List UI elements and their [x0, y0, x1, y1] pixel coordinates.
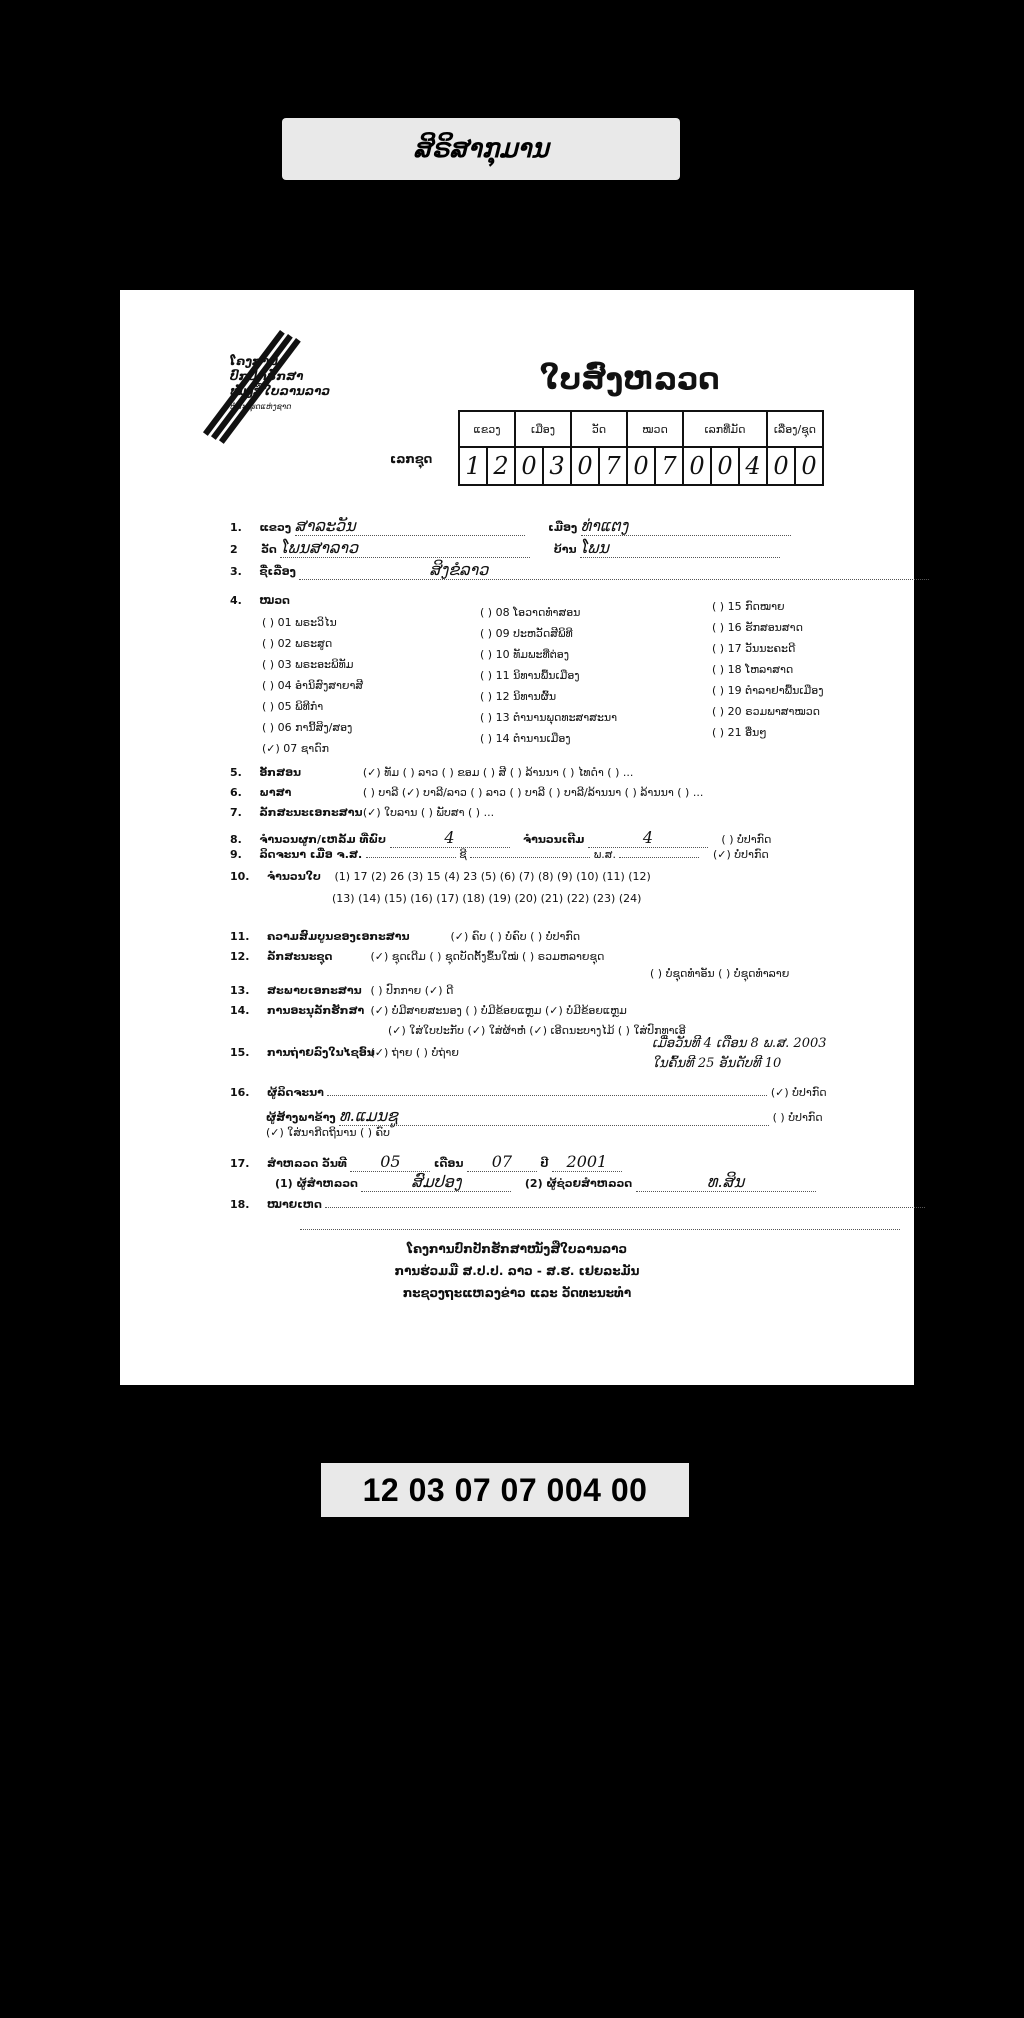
field-number: 1.	[230, 521, 242, 534]
field-label: ປີ	[540, 1157, 549, 1170]
category-option[interactable]: ( ) 04 ອຳນິສົງສາຍາສີ	[262, 679, 364, 692]
category-option[interactable]: ( ) 13 ຕຳນານພຸດທະສາສະນາ	[480, 711, 618, 724]
row-sponsor-opts	[266, 1126, 390, 1139]
code-digit: 0	[515, 447, 543, 485]
form-footer	[120, 1238, 914, 1304]
field-value: ໂພນ	[580, 538, 780, 558]
field-label: (2) ຜູ້ຊ່ວຍສຳຫລວດ	[524, 1177, 633, 1190]
field-number: 17.	[230, 1157, 250, 1170]
field-value: 4	[390, 828, 510, 848]
code-header: ເລກທີ່ມັດ	[683, 411, 767, 447]
row-remarks	[230, 1198, 925, 1211]
field-label: ຜູ້ລິດຈະນາ	[267, 1086, 324, 1099]
row-options[interactable]: (✓) ບໍ່ປາກົດ	[712, 848, 769, 861]
row-options[interactable]: (✓) ໃບລານ ( ) ພັບສາ ( ) ...	[362, 806, 495, 819]
row-microfilm	[230, 1046, 459, 1059]
field-value: ທ.ແມນຊູ	[339, 1106, 769, 1126]
category-option[interactable]: ( ) 19 ຕຳລາຢາພື້ນເມືອງ	[712, 684, 824, 697]
row-set-type	[230, 950, 604, 963]
field-province	[230, 516, 791, 536]
category-col-2	[480, 602, 617, 749]
code-digit: 1	[459, 447, 487, 485]
field-label: ອັກສອນ	[259, 766, 302, 779]
code-digit: 2	[487, 447, 515, 485]
row-options[interactable]: (✓) ຄົບ ( ) ບໍ່ຄົບ ( ) ບໍ່ປາກົດ	[450, 930, 581, 943]
field-number: 11.	[230, 930, 250, 943]
field-number: 9.	[230, 848, 242, 861]
field-number: 3.	[230, 565, 242, 578]
field-title	[230, 560, 929, 580]
category-option[interactable]: ( ) 17 ວັນນະຄະດີ	[712, 642, 796, 655]
row-options[interactable]: (✓) ຖ່າຍ ( ) ບໍ່ຖ່າຍ	[370, 1046, 459, 1059]
field-label: ຊີ	[459, 848, 467, 861]
code-header: ແຂວງ	[459, 411, 515, 447]
code-digit: 0	[571, 447, 599, 485]
field-label: ແຂວງ	[259, 521, 292, 534]
row-options[interactable]: (✓) ບໍ່ມີສາຍສະນອງ ( ) ບໍ່ມີຂ້ອຍແຫຼມ (✓) ບໍ່ມີຂ້ອຍແຫຼມ	[370, 1004, 627, 1017]
category-option[interactable]: ( ) 09 ປະຫວັດສີພິທີ	[480, 627, 573, 640]
row-composed	[230, 848, 769, 861]
logo-line: ໂຄງການ	[230, 354, 278, 368]
row-surveyors	[275, 1172, 816, 1192]
code-header: ໝວດ	[627, 411, 683, 447]
field-label: ສຳຫລວດ ວັນທີ	[267, 1157, 347, 1170]
field-label: ການຖ່າຍລົງໃນໄຊອົນ	[267, 1046, 375, 1059]
field-number: 7.	[230, 806, 242, 819]
row-condition	[230, 984, 453, 997]
category-col-3	[712, 596, 824, 743]
field-label: ພາສາ	[259, 786, 292, 799]
logo-line: ປົກປັກຮັກສາ	[230, 369, 304, 383]
logo-line: ໜັງສືໃບລານລາວ	[230, 384, 331, 398]
field-label: ລິດຈະນາ ເມື່ອ ຈ.ສ.	[259, 848, 363, 861]
field-label: ເມືອງ	[548, 521, 578, 534]
row-sponsor	[266, 1106, 823, 1126]
field-value: ທ.ສິນ	[636, 1172, 816, 1192]
field-value: ສົມປອງ	[361, 1172, 511, 1192]
field-number: 2	[230, 543, 238, 556]
row-leaves-2	[332, 892, 641, 905]
field-number: 16.	[230, 1086, 250, 1099]
microfilm-date: ເມື່ອວັນທີ 4 ເດືອນ 8 ພ.ສ. 2003	[652, 1036, 827, 1051]
microfilm-reel: ໃນຄົ້ນທີ 25 ອັນດັບທີ 10	[652, 1056, 782, 1071]
row-completeness	[230, 930, 580, 943]
category-option[interactable]: ( ) 15 ກົດໝາຍ	[712, 600, 785, 613]
row-options[interactable]: (✓) ທັມ ( ) ລາວ ( ) ຂອມ ( ) ສີ ( ) ລ້ານນາ ( ) ໄທດຳ ( ) ...	[362, 766, 634, 779]
row-scribe	[230, 1086, 827, 1099]
category-option[interactable]: ( ) 20 ຣວມພາສາໝວດ	[712, 705, 821, 718]
row-conservation	[230, 1004, 627, 1017]
field-label: ລັກສະນະຊຸດ	[267, 950, 333, 963]
code-digit: 0	[711, 447, 739, 485]
code-header: ວັດ	[571, 411, 627, 447]
category-option[interactable]: ( ) 18 ໂຫລາສາດ	[712, 663, 794, 676]
row-options[interactable]: (✓) ບໍ່ປາກົດ	[770, 1086, 827, 1099]
field-label: ຄວາມສົມບູນຂອງເອກະສານ	[267, 930, 410, 943]
row-material	[230, 806, 494, 819]
field-value: 05	[350, 1152, 430, 1172]
category-option[interactable]: ( ) 02 ພຣະສູດ	[262, 637, 333, 650]
row-language	[230, 786, 703, 799]
code-label: ເລກຊຸດ	[390, 452, 433, 466]
field-label: ພ.ສ.	[593, 848, 616, 861]
field-label: ໝວດ	[259, 594, 290, 607]
field-number: 18.	[230, 1198, 250, 1211]
category-option[interactable]: ( ) 06 ການີ້ສິງ/ສອງ	[262, 721, 353, 734]
field-value: ທ່າແຕງ	[581, 516, 791, 536]
code-digit: 0	[767, 447, 795, 485]
row-options[interactable]: (✓) ໃສ່ໃບປະກັບ (✓) ໃສ່ຜ້າຫໍ່ (✓) ເອີດນະບາງໄມ້ ( ) ໃສ່ປົກທາເອີ	[388, 1024, 686, 1037]
code-digit: 0	[627, 447, 655, 485]
code-digit: 0	[795, 447, 823, 485]
field-label: (1) ຜູ້ສຳຫລວດ	[275, 1177, 358, 1190]
remarks-line	[300, 1220, 900, 1233]
row-options[interactable]: (✓) ຊຸດເດີມ ( ) ຊຸດບັດຕັ້ງຂຶ້ນໃໝ່ ( ) ຣວມຫລາຍຊຸດ	[370, 950, 605, 963]
row-options[interactable]: ( ) ບໍ່ປາກົດ	[772, 1111, 823, 1124]
row-survey	[230, 1152, 622, 1172]
category-option[interactable]: ( ) 05 ພິທີກຳ	[262, 700, 324, 713]
field-number: 13.	[230, 984, 250, 997]
logo-text	[230, 354, 330, 414]
row-script	[230, 766, 633, 779]
row-options[interactable]: ( ) ປົກກາຍ (✓) ດີ	[370, 984, 454, 997]
survey-form	[120, 290, 914, 1385]
category-heading	[230, 594, 290, 607]
field-value: ສິງຂໍລາວ	[299, 560, 929, 580]
row-bundles	[230, 828, 771, 848]
row-leaves	[230, 870, 651, 883]
code-digit: 7	[655, 447, 683, 485]
leaf-counts: (13) (14) (15) (16) (17) (18) (19) (20) (21) (22) (23) (24)	[332, 892, 642, 905]
category-col-1	[262, 612, 363, 759]
field-label: ຈຳນວນຜູກ/ເຫລັ້ມ ທີ່ພົບ	[259, 833, 386, 846]
category-option[interactable]: (✓) 07 ຊາດົກ	[262, 742, 329, 755]
field-label: ຊື່ເລື່ອງ	[259, 565, 296, 578]
field-number: 15.	[230, 1046, 250, 1059]
category-option[interactable]: ( ) 12 ນິທານຜົ້ນ	[480, 690, 557, 703]
code-digit: 7	[599, 447, 627, 485]
field-label: ວັດ	[261, 543, 277, 556]
category-option[interactable]: ( ) 21 ອື່ນໆ	[712, 726, 767, 739]
category-option[interactable]: ( ) 14 ຕຳນານເມືອງ	[480, 732, 571, 745]
field-label: ຈຳນວນເຕີມ	[523, 833, 585, 846]
code-table	[458, 410, 824, 486]
field-value: 4	[588, 828, 708, 848]
leaf-counts: (1) 17 (2) 26 (3) 15 (4) 23 (5) (6) (7) (8) (9) (10) (11) (12)	[334, 870, 651, 883]
code-header: ເລື່ອງ/ຊຸດ	[767, 411, 823, 447]
field-value: 2001	[552, 1152, 622, 1172]
code-header: ເມືອງ	[515, 411, 571, 447]
field-label: ບ້ານ	[553, 543, 577, 556]
logo-line: ຫໍສະໝຸດແຫ່ງຊາດ	[230, 402, 292, 411]
field-number: 12.	[230, 950, 250, 963]
header-label: ສິຣິສາກຸມານ	[282, 118, 680, 180]
field-number: 14.	[230, 1004, 250, 1017]
field-number: 8.	[230, 833, 242, 846]
footer-line: ການຮ່ວມມື ສ.ປ.ປ. ລາວ - ສ.ຮ. ເຢຍລະມັນ	[394, 1264, 640, 1278]
category-option[interactable]: ( ) 08 ໂອວາດທຳສອນ	[480, 606, 581, 619]
field-number: 5.	[230, 766, 242, 779]
row-options[interactable]: ( ) ບາລີ (✓) ບາລີ/ລາວ ( ) ລາວ ( ) ບາລີ ( ) ບາລີ/ລ້ານນາ ( ) ລ້ານນາ ( ) ...	[362, 786, 704, 799]
row-options[interactable]: ( ) ບໍ່ປາກົດ	[721, 833, 772, 846]
row-set-type-2	[650, 967, 789, 980]
field-value: 07	[467, 1152, 537, 1172]
footer-line: ໂຄງການປົກປັກຮັກສາໜັງສືໃບລານລາວ	[406, 1242, 628, 1256]
footer-line: ກະຊວງຖະແຫລງຂ່າວ ແລະ ວັດທະນະທຳ	[402, 1286, 632, 1300]
category-option[interactable]: ( ) 11 ນິທານພື້ນເມືອງ	[480, 669, 580, 682]
field-value: ໂພນສາລາວ	[280, 538, 530, 558]
field-number: 10.	[230, 870, 250, 883]
field-label: ລັກສະນະເອກະສານ	[259, 806, 363, 819]
category-option[interactable]: ( ) 10 ທັມພະທີ່ຕ່ອງ	[480, 648, 570, 661]
footer-label: 12 03 07 07 004 00	[321, 1463, 689, 1517]
row-options[interactable]: (✓) ໃສ່ນາກີດຖິນານ ( ) ຄົບ	[266, 1126, 390, 1139]
field-number: 4.	[230, 594, 242, 607]
field-value: ສາລະວັນ	[295, 516, 525, 536]
field-label: ການອະນຸລັກຮັກສາ	[267, 1004, 365, 1017]
row-options[interactable]: ( ) ບໍ່ຊຸດທຳອັນ ( ) ບໍ່ຊຸດທຳລາຍ	[650, 967, 790, 980]
category-option[interactable]: ( ) 16 ຮັກສອນສາດ	[712, 621, 803, 634]
field-label: ເດືອນ	[433, 1157, 464, 1170]
row-conservation-2	[388, 1024, 686, 1037]
field-label: ໝາຍເຫດ	[267, 1198, 322, 1211]
field-label: ຈຳນວນໃບ	[267, 870, 321, 883]
code-digit: 3	[543, 447, 571, 485]
code-digit: 4	[739, 447, 767, 485]
field-label: ຜູ້ສ້າງພາຂ້າງ	[266, 1111, 336, 1124]
field-number: 6.	[230, 786, 242, 799]
field-temple	[230, 538, 780, 558]
form-title: ໃບສ່ົງຫລວດ	[540, 362, 720, 397]
category-option[interactable]: ( ) 03 ພຣະອະພິທັມ	[262, 658, 354, 671]
code-digit: 0	[683, 447, 711, 485]
category-option[interactable]: ( ) 01 ພຣະວິໄນ	[262, 616, 337, 629]
field-label: ສະພາບເອກະສານ	[267, 984, 362, 997]
